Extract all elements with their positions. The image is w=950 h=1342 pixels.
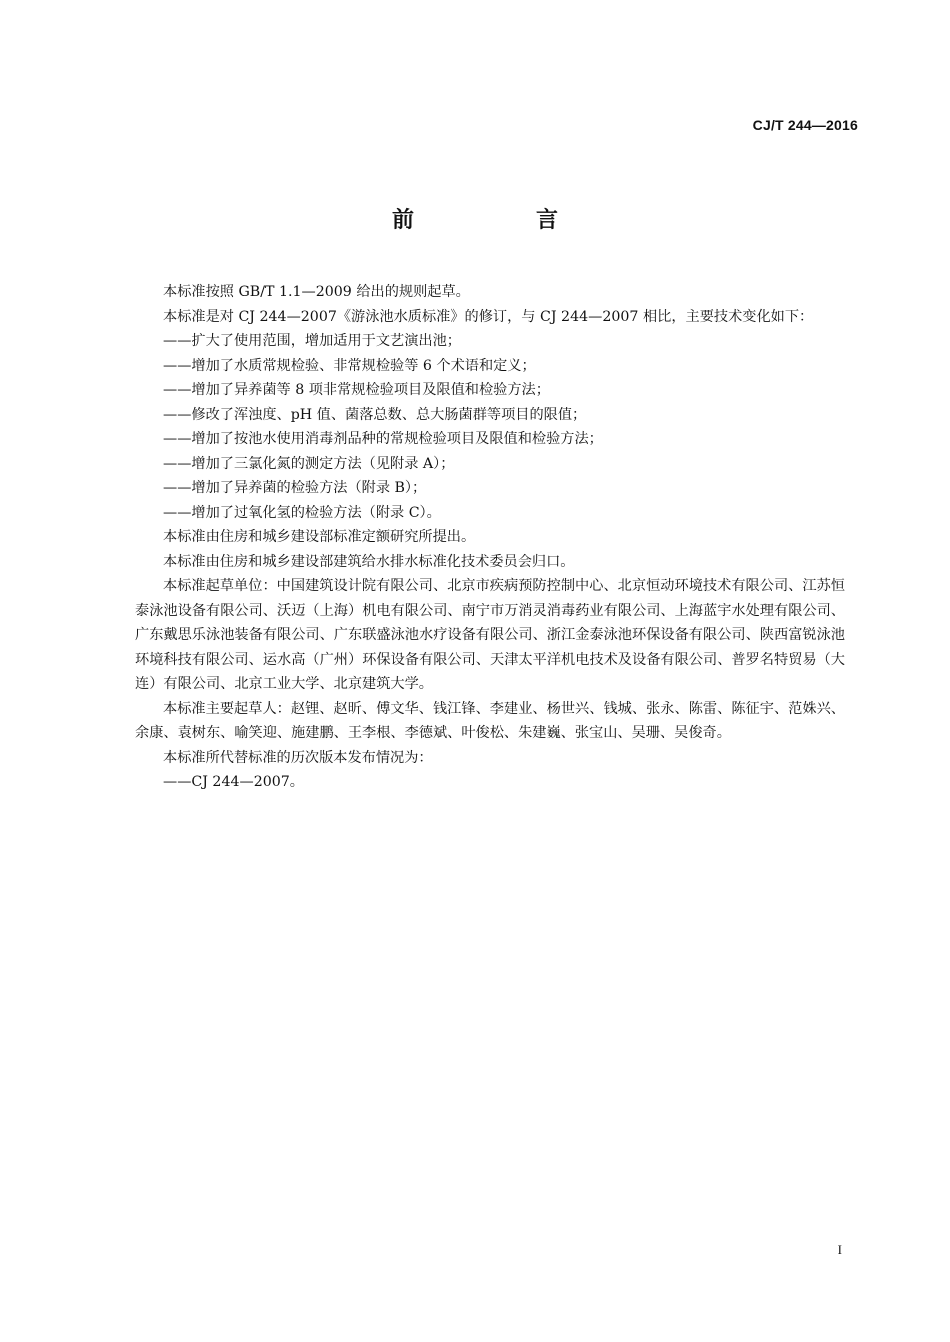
page-title: 前 言 bbox=[391, 208, 608, 233]
paragraph-previous-editions: 本标准所代替标准的历次版本发布情况为： bbox=[163, 749, 433, 766]
paragraph-drafting-units: 本标准起草单位：中国建筑设计院有限公司、北京市疾病预防控制中心、北京恒动环境技术有限公司、江苏恒泰泳池设备有限公司、沃迈（上海）机电有限公司、南宁市万消灵消毒药业有限公司、上海蓝宇水处理有限公司、广东戴思乐泳池装备有限公司、广东联盛泳池水疗设备有限公司、浙江金泰泳池环保设备有限公司、陕西富锐泳池环境科技有限公司、运水高（广州）环保设备有限公司、天津太平洋机电技术及设备有限公司、普罗名特贸易（大连）有限公司、北京工业大学、北京建筑大学。 bbox=[135, 578, 845, 692]
change-item: ——增加了三氯化氮的测定方法（见附录 A）； bbox=[163, 455, 455, 472]
change-item: ——增加了异养菌等 8 项非常规检验项目及限值和检验方法； bbox=[163, 382, 550, 398]
paragraph-drafting-rules: 本标准按照 GB/T 1.1—2009 给出的规则起草。 bbox=[163, 284, 470, 300]
change-item: ——修改了浑浊度、pH 值、菌落总数、总大肠菌群等项目的限值； bbox=[163, 406, 587, 423]
foreword-body bbox=[135, 280, 845, 795]
paragraph-proposer: 本标准由住房和城乡建设部标准定额研究所提出。 bbox=[163, 529, 476, 545]
paragraph-drafters: 本标准主要起草人：赵锂、赵昕、傅文华、钱江锋、李建业、杨世兴、钱城、张永、陈雷、陈征宇、范姝兴、余康、袁树东、喻笑迎、施建鹏、王李根、李德斌、叶俊松、朱建巍、张宝山、吴珊、吴俊奇。 bbox=[135, 700, 845, 741]
change-item: ——增加了水质常规检验、非常规检验等 6 个术语和定义； bbox=[163, 357, 536, 374]
standard-code: CJ/T 244—2016 bbox=[752, 117, 858, 133]
page-number: I bbox=[837, 1242, 842, 1257]
change-item: ——增加了过氧化氢的检验方法（附录 C）。 bbox=[163, 504, 441, 521]
paragraph-revision-intro: 本标准是对 CJ 244—2007《游泳池水质标准》的修订，与 CJ 244—2007 相比，主要技术变化如下： bbox=[163, 308, 814, 325]
paragraph-committee: 本标准由住房和城乡建设部建筑给水排水标准化技术委员会归口。 bbox=[163, 553, 575, 570]
change-item: ——扩大了使用范围，增加适用于文艺演出池； bbox=[163, 333, 461, 349]
change-item: ——增加了异养菌的检验方法（附录 B）； bbox=[163, 480, 427, 496]
change-item: ——增加了按池水使用消毒剂品种的常规检验项目及限值和检验方法； bbox=[163, 431, 603, 447]
previous-edition-item: ——CJ 244—2007。 bbox=[163, 774, 304, 790]
